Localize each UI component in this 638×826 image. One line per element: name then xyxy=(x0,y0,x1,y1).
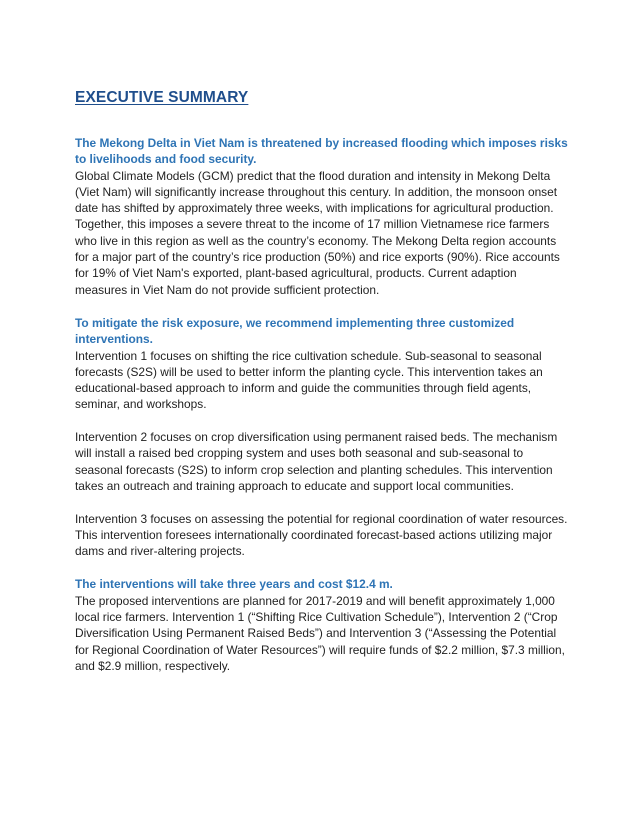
section-flooding-risk xyxy=(75,135,570,298)
summary-content xyxy=(75,135,570,691)
section-heading: To mitigate the risk exposure, we recommend implementing three customized interventions. xyxy=(75,315,515,347)
section-paragraph: The proposed interventions are planned for 2017-2019 and will benefit approximately 1,000 local rice farmers. Intervention 1 (“Shifting Rice Cultivation Schedule”), Intervention 2 (“Crop Diversification Using Permanent Raised Beds”) and Intervention 3 (“Assessing the Potential for Regional Coordination of Water Resources”) will require funds of $2.2 million, $7.3 million, and $2.9 million, respectively. xyxy=(75,593,565,673)
section-interventions xyxy=(75,315,570,559)
section-paragraph: Intervention 3 focuses on assessing the potential for regional coordination of water resources. This intervention foresees internationally coordinated forecast-based actions utilizing major dams and river-altering projects. xyxy=(75,511,568,559)
page-title: EXECUTIVE SUMMARY xyxy=(75,89,249,106)
section-timeline-cost xyxy=(75,576,570,674)
section-paragraph: Intervention 2 focuses on crop diversification using permanent raised beds. The mechanism will install a raised bed cropping system and uses both seasonal and sub-seasonal to seasonal forecasts (S2S) to inform crop selection and planting schedules. This intervention takes an outreach and training approach to educate and support local communities. xyxy=(75,430,558,493)
section-heading: The Mekong Delta in Viet Nam is threatened by increased flooding which imposes risks to livelihoods and food security. xyxy=(75,136,568,167)
section-paragraph: Global Climate Models (GCM) predict that the flood duration and intensity in Mekong Delta (Viet Nam) will significantly increase throughout this century. In addition, the monsoon onset date has shifted by approximately three weeks, with implications for agricultural production. Together, this imposes a severe threat to the income of 17 million Vietnamese rice farmers who live in this region as well as the country’s economy. The Mekong Delta region accounts for a major part of the country’s rice production (50%) and rice exports (90%). Rice accounts for 19% of Viet Nam's exported, plant-based agricultural, products. Current adaption measures in Viet Nam do not provide sufficient protection. xyxy=(75,168,560,297)
section-paragraph: Intervention 1 focuses on shifting the rice cultivation schedule. Sub-seasonal to seasonal forecasts (S2S) will be used to better inform the planting cycle. This intervention takes an educational-based approach to inform and guide the communities through field agents, seminar, and workshops. xyxy=(75,348,543,412)
section-heading: The interventions will take three years and cost $12.4 m. xyxy=(75,577,393,592)
